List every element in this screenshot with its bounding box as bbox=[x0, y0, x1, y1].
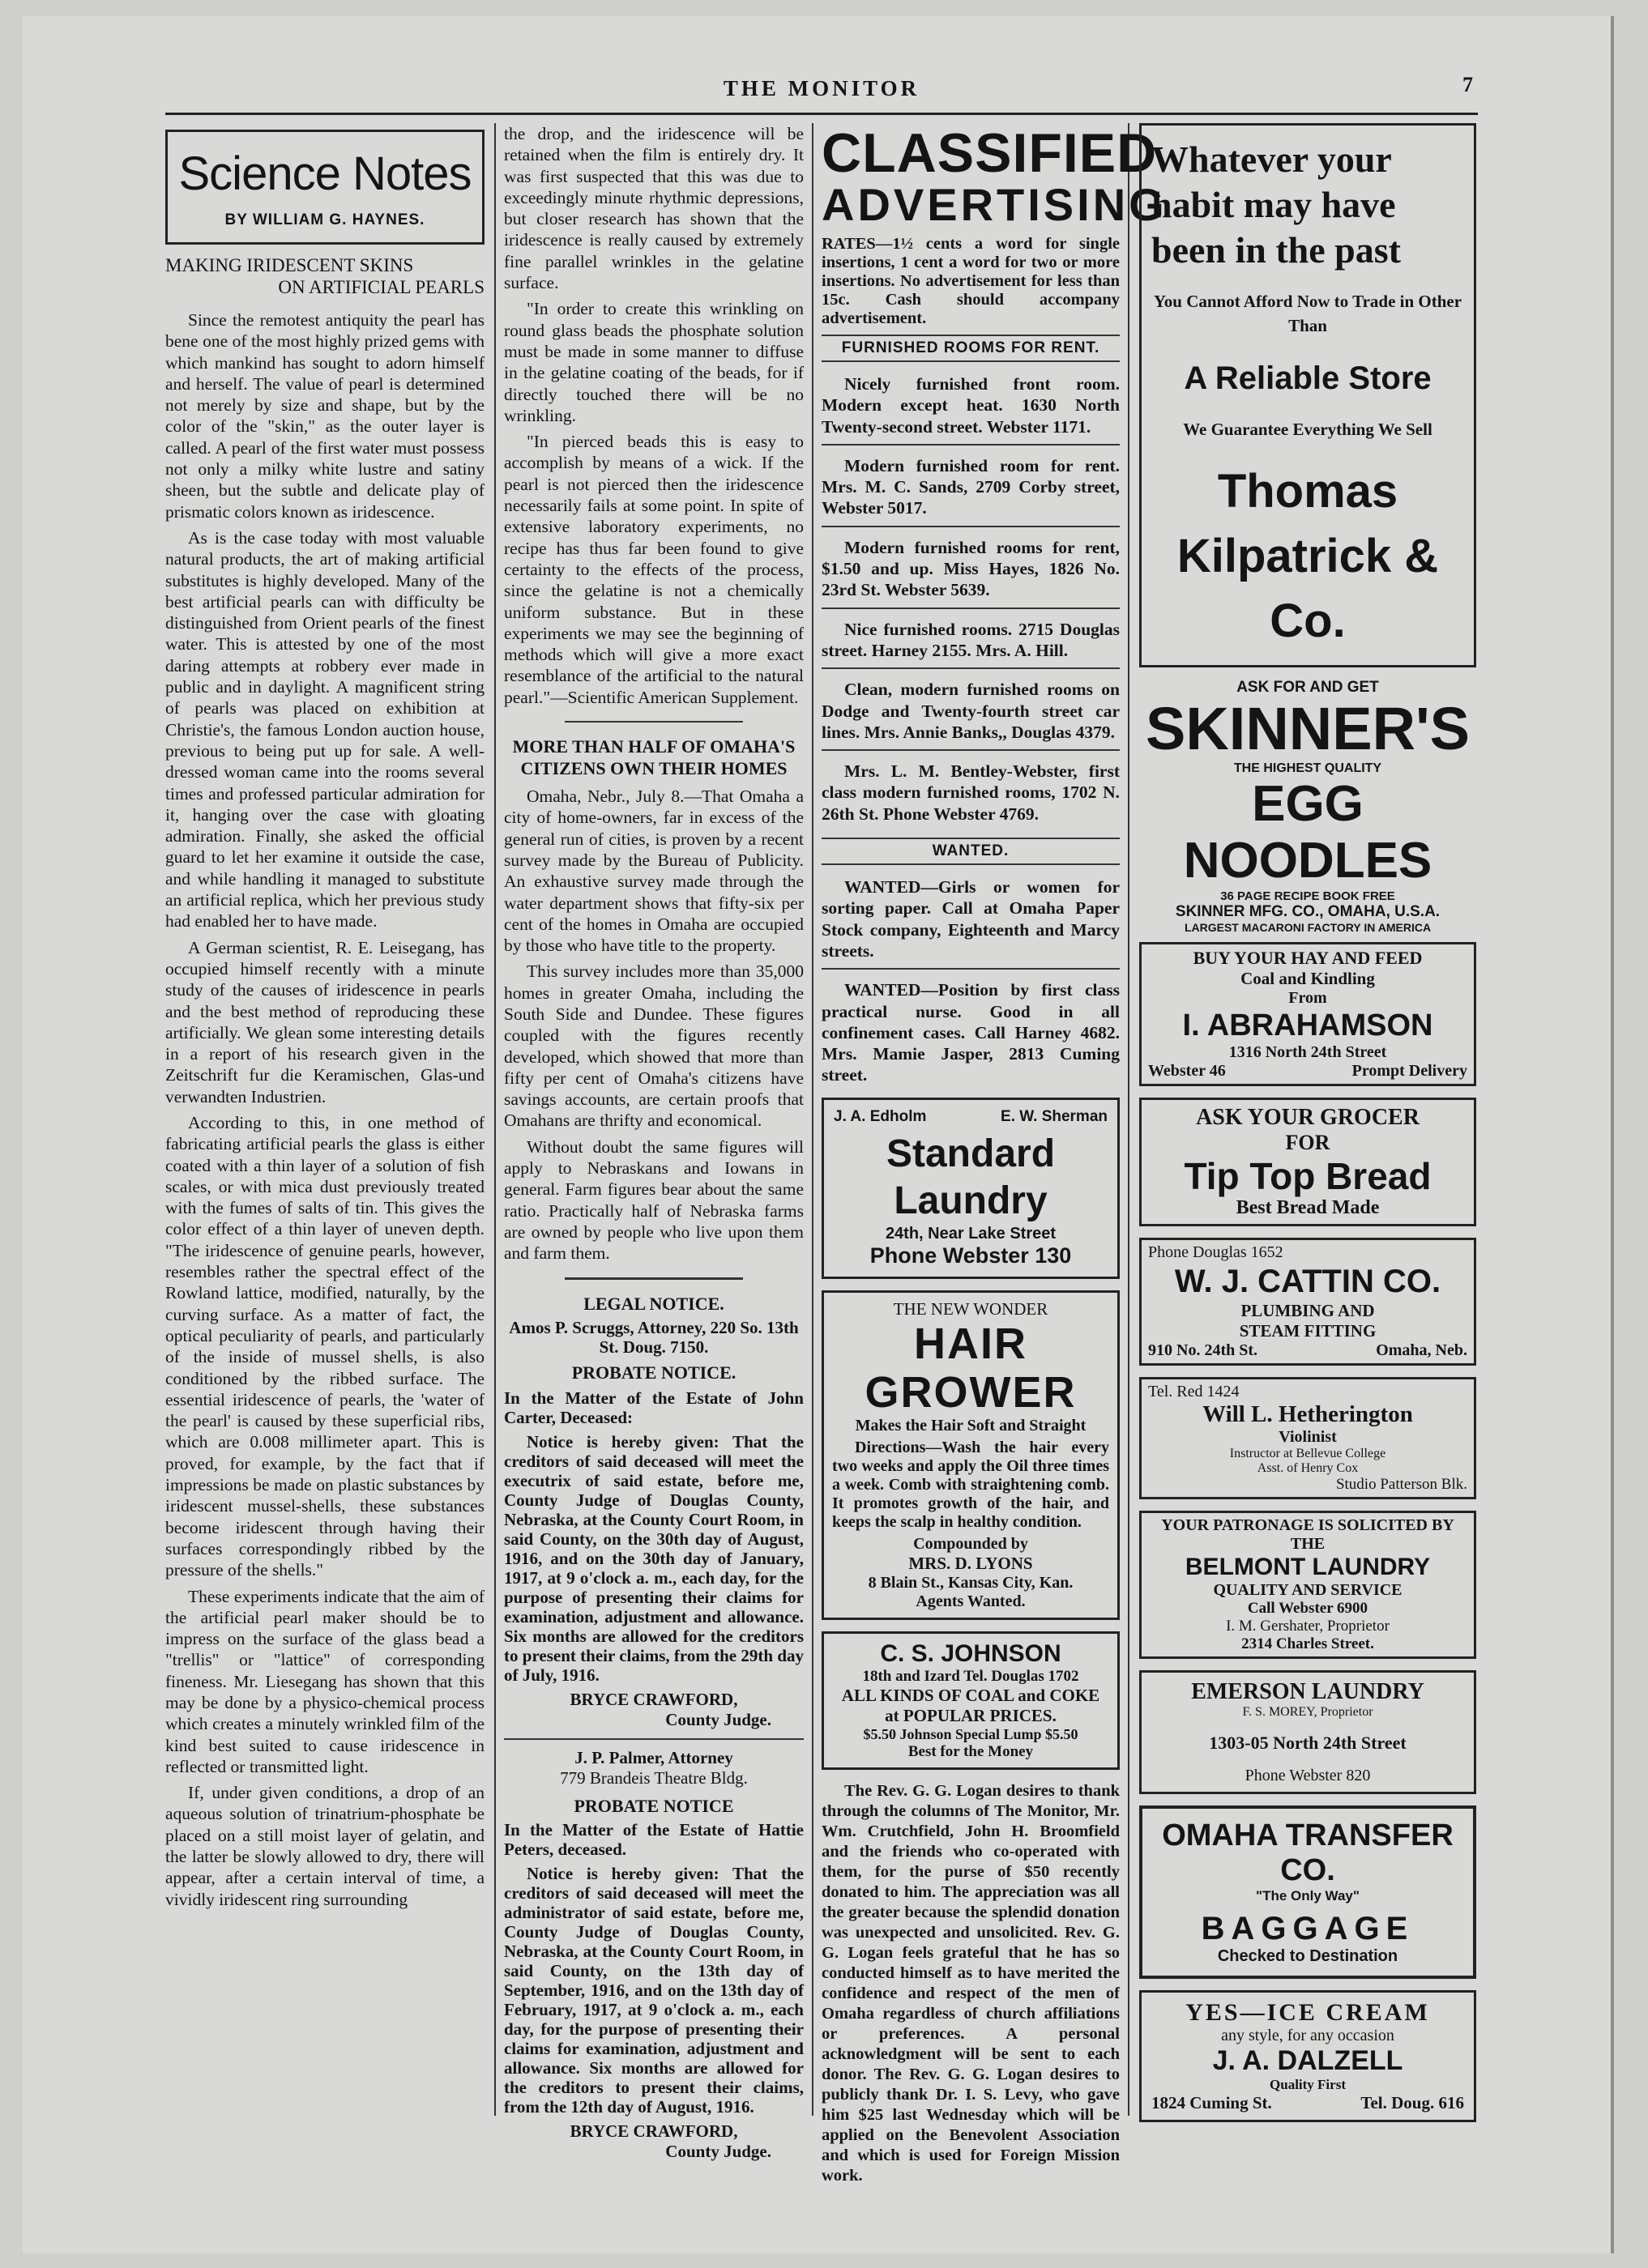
homes-paragraph: Omaha, Nebr., July 8.—That Omaha a city of home-owners, far in excess of the general run of cities, is proven by a recent survey made by the Bureau of Publicity. An exhaustive survey made through the water department shows that fifty-six per cent of the homes in Omaha are occupied by those who have title to the property. bbox=[504, 787, 804, 956]
johnson-special: $5.50 Johnson Special Lump $5.50 bbox=[863, 1725, 1078, 1742]
ice-title: YES—ICE CREAM bbox=[1185, 1999, 1430, 2026]
violinist-line2: Asst. of Henry Cox bbox=[1257, 1461, 1359, 1475]
ice-line1: any style, for any occasion bbox=[1221, 2027, 1394, 2044]
skinner-book: 36 PAGE RECIPE BOOK FREE bbox=[1220, 889, 1395, 903]
attorney-address: 779 Brandeis Theatre Bldg. bbox=[560, 1767, 748, 1788]
kilpatrick-line: You Cannot Afford Now to Trade in Other Than bbox=[1153, 292, 1462, 335]
probate-notice-head: PROBATE NOTICE. bbox=[571, 1362, 736, 1383]
ice-name: J. A. DALZELL bbox=[1212, 2045, 1403, 2076]
skinner-quality: THE HIGHEST QUALITY bbox=[1233, 761, 1382, 775]
probate-notice-matter: In the Matter of the Estate of John Carter, Deceased: bbox=[504, 1388, 804, 1427]
column-rule-1 bbox=[494, 123, 496, 2116]
classified-rates: RATES—1½ cents a word for single insertions, 1 cent a word for two or more insertions. No advertisement for less than 15c. Cash should accompany advertisement. bbox=[822, 235, 1120, 327]
johnson-coal-ad bbox=[822, 1631, 1120, 1770]
hair-ad-title: HAIR GROWER bbox=[865, 1319, 1077, 1417]
laundry-phone: Phone Webster 130 bbox=[869, 1243, 1072, 1268]
transfer-baggage: BAGGAGE bbox=[1201, 1911, 1415, 1946]
attorney-name: J. P. Palmer, Attorney bbox=[574, 1747, 733, 1767]
legal-notice-head: LEGAL NOTICE. bbox=[583, 1293, 724, 1314]
cattin-line1: PLUMBING AND bbox=[1240, 1301, 1375, 1320]
ice-tel: Tel. Doug. 616 bbox=[1360, 2093, 1464, 2112]
classified-item: WANTED—Girls or women for sorting paper. Call at Omaha Paper Stock company, Eighteenth and Marcy streets. bbox=[822, 872, 1120, 970]
masthead bbox=[165, 71, 1478, 115]
kilpatrick-ad bbox=[1139, 123, 1476, 667]
probate-notice-matter: In the Matter of the Estate of Hattie Peters, deceased. bbox=[504, 1819, 804, 1859]
science-paragraph: "In order to create this wrinkling on round glass beads the phosphate solution must be made in some manner to diffuse in the gelatine coating of the beads, for if directly touched there will be no wrinkling. bbox=[504, 299, 804, 425]
newspaper-page bbox=[23, 16, 1614, 2253]
separator-rule bbox=[565, 721, 743, 723]
science-paragraph: A German scientist, R. E. Leisegang, has occupied himself recently with a minute study of the causes of iridescence in pearls and the best method of reproducing these artificially. We glean some interesting details in a report of his research given in the Zeitschrift fur die Keramischen, Glas-und verwandten Industrien. bbox=[165, 937, 485, 1106]
classified-item: Clean, modern furnished rooms on Dodge and Twenty-fourth street car lines. Mrs. Annie Banks,, Douglas 4379. bbox=[822, 674, 1120, 751]
science-paragraph: "In pierced beads this is easy to accomplish by means of a wick. If the pearl is not pierced then the iridescence necessarily fails at some point. In spite of extensive laboratory experiments, no recipe has thus far been found to give certainty to the effects of the process, since the gelatine is not a chemically uniform substance. But in these experiments we may see the beginning of methods which will give a more exact resemblance of the artificial to the natural pearl."—Scientific American Supplement. bbox=[504, 432, 804, 707]
kilpatrick-guarantee: We Guarantee Everything We Sell bbox=[1183, 420, 1432, 439]
science-paragraph: If, under given conditions, a drop of an aqueous solution of trinatrium-phosphate be placed on a still moist layer of gelatin, and the latter be slowly allowed to dry, there will appear, after a certain interval of time, a vividly iridescent ring surrounding bbox=[165, 1783, 485, 1909]
laundry-title: Standard Laundry bbox=[886, 1132, 1056, 1222]
homes-headline: MORE THAN HALF OF OMAHA'S CITIZENS OWN THEIR HOMES bbox=[512, 736, 796, 779]
masthead-rule bbox=[165, 113, 1478, 115]
kilpatrick-store: A Reliable Store bbox=[1184, 360, 1432, 396]
cattin-address: 910 No. 24th St. bbox=[1148, 1341, 1258, 1359]
abrahamson-from: From bbox=[1288, 989, 1327, 1007]
classified-item: Nice furnished rooms. 2715 Douglas street. Harney 2155. Mrs. A. Hill. bbox=[822, 614, 1120, 670]
logan-notice: The Rev. G. G. Logan desires to thank through the columns of The Monitor, Mr. Wm. Crutchfield, John H. Broomfield and the friends who co-operated with them, for the purse of $50 recently donated to him. The appreciation was all the greater because the splendid donation was unexpected and unsolicited. Rev. G. G. Logan feels grateful that he has so conducted himself as to have merited the confidence and respect of the men of Omaha regardless of church affiliations or preferences. A personal acknowledgment will be sent to each donor. The Rev. G. G. Logan desires to publicly thank Dr. I. S. Levy, who gave him $25 last Wednesday which will be applied on the Benevolent Association and which is used for Foreign Mission work. bbox=[822, 1781, 1120, 2185]
abrahamson-line2: Coal and Kindling bbox=[1240, 969, 1375, 988]
belmont-prop: I. M. Gershater, Proprietor bbox=[1226, 1618, 1390, 1635]
transfer-motto: "The Only Way" bbox=[1256, 1888, 1360, 1904]
classified-item: Modern furnished rooms for rent, $1.50 and up. Miss Hayes, 1826 No. 23rd St. Webster 5639. bbox=[822, 532, 1120, 609]
column-rule-2 bbox=[812, 123, 813, 2116]
science-paragraph: According to this, in one method of fabricating artificial pearls the glass is either coated with a thin layer of a solution of fish scales, or with mica dust previously treated with the fumes of salts of tin. This gives the color effect of a thin layer of uneven depth. "The iridescence of genuine pearls, however, resembles rather the spectral effect of the Rowland lattice, modified, naturally, by the curving surface. As a matter of fact, the optical peculiarity of pearls, and particularly of the inside of mussel shells, is also conditioned by the ribbed surface. The essential iridescence of pearls, the 'water of the pearl' is caused by these superficial ribs, which are 0.008 millimeter apart. This is proved, for example, by the fact that if impressions be made on plastic substances by iridescent mussel-shells, these substances become iridescent through having their surfaces correspondingly ribbed by the pressure of the shells." bbox=[165, 1112, 485, 1580]
tiptop-bread-ad bbox=[1139, 1098, 1476, 1226]
legal-notice-text: Amos P. Scruggs, Attorney, 220 So. 13th St. Doug. 7150. bbox=[509, 1317, 799, 1357]
cattin-ad bbox=[1139, 1238, 1476, 1366]
column-ads bbox=[1139, 123, 1476, 2111]
laundry-owner-left: J. A. Edholm bbox=[834, 1107, 927, 1125]
ice-address: 1824 Cuming St. bbox=[1151, 2093, 1272, 2112]
emerson-address: 1303-05 North 24th Street bbox=[1209, 1733, 1407, 1753]
science-notes-byline: BY WILLIAM G. HAYNES. bbox=[224, 211, 425, 228]
standard-laundry-ad bbox=[822, 1098, 1120, 1279]
judge-title: County Judge. bbox=[665, 1709, 771, 1729]
separator-rule bbox=[504, 1738, 804, 1740]
classified-item: WANTED—Position by first class practical nurse. Good in all confinement cases. Call Harney 4682. Mrs. Mamie Jasper, 2813 Cuming street. bbox=[822, 980, 1120, 1085]
skinner-ask: ASK FOR AND GET bbox=[1236, 679, 1379, 696]
belmont-line1: YOUR PATRONAGE IS SOLICITED BY THE bbox=[1161, 1516, 1454, 1553]
science-paragraph: As is the case today with most valuable natural products, the art of making artificial substitutes is highly developed. Many of the best artificial pearls can with difficulty be distinguished from Orient pearls of the finest water. This is attested by one of the most daring attempts at robbery ever made in public and in daylight. A magnificent string of pearls was placed on exhibition at Christie's, the famous London auction house, previous to being put up for sale. A well-dressed woman came into the rooms several times and professed particular admiration for it, hanging over the case with gloating admiration. Finally, she asked the official guard to let her examine it outside the case, and while handling it managed to substitute an artificial replica, which her previous study had enabled her to have made. bbox=[165, 527, 485, 932]
judge-name: BRYCE CRAWFORD, bbox=[570, 2121, 738, 2141]
column-news bbox=[504, 123, 804, 2161]
emerson-laundry-ad bbox=[1139, 1670, 1476, 1794]
page-number: 7 bbox=[1462, 73, 1473, 96]
newspaper-title: THE MONITOR bbox=[723, 76, 920, 100]
abrahamson-address: 1316 North 24th Street bbox=[1228, 1043, 1387, 1061]
hair-grower-ad bbox=[822, 1290, 1120, 1620]
classified-item: Mrs. L. M. Bentley-Webster, first class modern furnished rooms, 1702 N. 26th St. Phone Webster 4769. bbox=[822, 761, 1120, 824]
science-notes-box bbox=[165, 130, 485, 245]
johnson-best: Best for the Money bbox=[907, 1742, 1034, 1760]
cattin-name: W. J. CATTIN CO. bbox=[1174, 1264, 1441, 1299]
homes-paragraph: This survey includes more than 35,000 homes in greater Omaha, including the South Side and Dundee. These figures coupled with the figures recently developed, which showed that more than fifty per cent of Omaha's citizens have savings accounts, are certain proofs that Omahans are thrifty and economical. bbox=[504, 961, 804, 1131]
article-headline-2: ON ARTIFICIAL PEARLS bbox=[278, 277, 485, 297]
probate-notice-head: PROBATE NOTICE bbox=[574, 1795, 734, 1816]
probate-notice-body: Notice is hereby given: That the creditors of said deceased will meet the administrator of said estate, before me, County Judge of Douglas County, Nebraska, at the County Court Room, in said County, on the 13th day of September, 1916, and on the 13th day of February, 1917, at 9 o'clock a. m., each day, for the purpose of presenting their claims for examination, adjustment and allowance. Six months are allowed for the creditors to present their claims, from the 12th day of August, 1916. bbox=[504, 1863, 804, 2117]
violinist-tel: Tel. Red 1424 bbox=[1148, 1383, 1240, 1400]
emerson-phone: Phone Webster 820 bbox=[1245, 1767, 1371, 1784]
laundry-owner-right: E. W. Sherman bbox=[1001, 1107, 1108, 1125]
homes-paragraph: Without doubt the same figures will apply to Nebraskans and Iowans in general. Farm figures bear about the same ratio. Practically half of Nebraska farms are owned by people who live upon them and farm them. bbox=[504, 1136, 804, 1264]
separator-rule bbox=[565, 1277, 743, 1280]
tiptop-name: Tip Top Bread bbox=[1184, 1155, 1432, 1197]
classified-item: Nicely furnished front room. Modern except heat. 1630 North Twenty-second street. Webster 1171. bbox=[822, 369, 1120, 446]
tiptop-tag: Best Bread Made bbox=[1236, 1197, 1380, 1218]
cattin-phone: Phone Douglas 1652 bbox=[1148, 1243, 1283, 1261]
classified-subtitle: ADVERTISING bbox=[822, 179, 1168, 230]
ice-cream-ad bbox=[1139, 1990, 1476, 2122]
hair-ad-address: 8 Blain St., Kansas City, Kan. bbox=[868, 1573, 1074, 1592]
hair-ad-agents: Agents Wanted. bbox=[916, 1592, 1026, 1610]
violinist-name: Will L. Hetherington bbox=[1202, 1401, 1413, 1427]
article-headline-1: MAKING IRIDESCENT SKINS bbox=[165, 255, 414, 275]
wanted-section-head: WANTED. bbox=[822, 838, 1120, 865]
judge-name: BRYCE CRAWFORD, bbox=[570, 1689, 738, 1709]
violinist-ad bbox=[1139, 1377, 1476, 1499]
belmont-address: 2314 Charles Street. bbox=[1241, 1635, 1374, 1652]
belmont-phone: Call Webster 6900 bbox=[1247, 1600, 1368, 1617]
judge-title: County Judge. bbox=[665, 2141, 771, 2161]
column-classified bbox=[822, 122, 1168, 2185]
abrahamson-line1: BUY YOUR HAY AND FEED bbox=[1193, 948, 1423, 968]
kilpatrick-headline: Whatever your habit may have been in the past bbox=[1151, 139, 1401, 271]
cattin-city: Omaha, Neb. bbox=[1376, 1341, 1467, 1359]
cattin-line2: STEAM FITTING bbox=[1239, 1321, 1377, 1341]
johnson-title: C. S. JOHNSON bbox=[880, 1639, 1061, 1667]
hair-ad-top: THE NEW WONDER bbox=[893, 1298, 1048, 1319]
belmont-tag: QUALITY AND SERVICE bbox=[1213, 1581, 1403, 1599]
tiptop-for: FOR bbox=[1285, 1131, 1330, 1154]
classified-item: Modern furnished room for rent. Mrs. M. C. Sands, 2709 Corby street, Webster 5017. bbox=[822, 450, 1120, 527]
skinner-largest: LARGEST MACARONI FACTORY IN AMERICA bbox=[1184, 921, 1432, 934]
hair-ad-by: Compounded by bbox=[913, 1534, 1028, 1553]
belmont-name: BELMONT LAUNDRY bbox=[1185, 1554, 1431, 1580]
column-rule-3 bbox=[1128, 123, 1129, 2116]
column-science bbox=[165, 123, 485, 2111]
rooms-section-head: FURNISHED ROOMS FOR RENT. bbox=[822, 335, 1120, 362]
skinner-ad bbox=[1139, 679, 1476, 934]
abrahamson-ad bbox=[1139, 942, 1476, 1086]
omaha-transfer-ad bbox=[1139, 1805, 1476, 1979]
emerson-name: EMERSON LAUNDRY bbox=[1191, 1679, 1424, 1704]
skinner-product: EGG NOODLES bbox=[1183, 776, 1432, 889]
abrahamson-name: I. ABRAHAMSON bbox=[1182, 1008, 1433, 1042]
hair-ad-directions: Directions—Wash the hair every two weeks and apply the Oil three times a week. Comb with straightening comb. It promotes growth of the hair, and keeps the scalp in healthy condition. bbox=[832, 1438, 1109, 1531]
probate-notice-body: Notice is hereby given: That the creditors of said deceased will meet the executrix of said estate, before me, County Judge of Douglas County, Nebraska, at the County Court Room, in said County, on the 30th day of August, 1916, and on the 30th day of January, 1917, at 9 o'clock a. m., each day, for the purpose of presenting their claims for examination, adjustment and allowance. Six months are allowed for the creditors to present their claims, from the 29th day of July, 1916. bbox=[504, 1431, 804, 1685]
tiptop-ask: ASK YOUR GROCER bbox=[1196, 1105, 1420, 1130]
violinist-role: Violinist bbox=[1279, 1428, 1337, 1446]
violinist-studio: Studio Patterson Blk. bbox=[1335, 1476, 1467, 1493]
violinist-line1: Instructor at Bellevue College bbox=[1229, 1447, 1386, 1460]
abrahamson-delivery: Prompt Delivery bbox=[1351, 1062, 1467, 1080]
laundry-address: 24th, Near Lake Street bbox=[885, 1224, 1057, 1243]
science-paragraph: the drop, and the iridescence will be retained when the film is entirely dry. It was first suspected that this was due to exceedingly minute rhythmic depressions, but closer research has shown that the iridescence is really caused by extremely fine parallel wrinkles in the gelatine surface. bbox=[504, 124, 804, 293]
science-paragraph: These experiments indicate that the aim of the artificial pearl maker should be to impress on the surface of the glass bead a "trellis" or "lattice" of corresponding fineness. Mr. Liesegang has shown that this may be done by a physico-chemical process which creates a minutely wrinkled film of the kind best suited to cause iridescence in reflected or transmitted light. bbox=[165, 1586, 485, 1776]
classified-title: CLASSIFIED bbox=[822, 122, 1158, 184]
ice-quality: Quality First bbox=[1270, 2077, 1346, 2092]
transfer-name: OMAHA TRANSFER CO. bbox=[1162, 1818, 1454, 1887]
belmont-laundry-ad bbox=[1139, 1511, 1476, 1659]
skinner-mfg: SKINNER MFG. CO., OMAHA, U.S.A. bbox=[1175, 903, 1441, 920]
science-paragraph: Since the remotest antiquity the pearl has bene one of the most highly prized gems with which mankind has sought to adorn himself and herself. The value of pearl is determined not merely by size and shape, but by the color of the "skin," as the outer layer is called. A pearl of the first water must possess not only a milky white lustre and satiny sheen, but the subtle and delicate play of prismatic colors known as iridescence. bbox=[165, 310, 485, 522]
hair-ad-name: MRS. D. LYONS bbox=[908, 1553, 1033, 1573]
legal-notices bbox=[504, 1293, 804, 2162]
emerson-prop: F. S. MOREY, Proprietor bbox=[1242, 1705, 1373, 1719]
skinner-brand: SKINNER'S bbox=[1146, 695, 1470, 762]
science-notes-title: Science Notes bbox=[178, 147, 472, 200]
abrahamson-phone: Webster 46 bbox=[1148, 1062, 1226, 1080]
transfer-checked: Checked to Destination bbox=[1217, 1947, 1398, 1965]
hair-ad-tag: Makes the Hair Soft and Straight bbox=[855, 1416, 1087, 1435]
johnson-prices: at POPULAR PRICES. bbox=[885, 1705, 1057, 1725]
johnson-coal: ALL KINDS OF COAL and COKE bbox=[841, 1685, 1100, 1705]
johnson-address: 18th and Izard Tel. Douglas 1702 bbox=[862, 1667, 1079, 1685]
kilpatrick-name-2: Kilpatrick & Co. bbox=[1176, 530, 1439, 647]
kilpatrick-name-1: Thomas bbox=[1217, 465, 1398, 518]
